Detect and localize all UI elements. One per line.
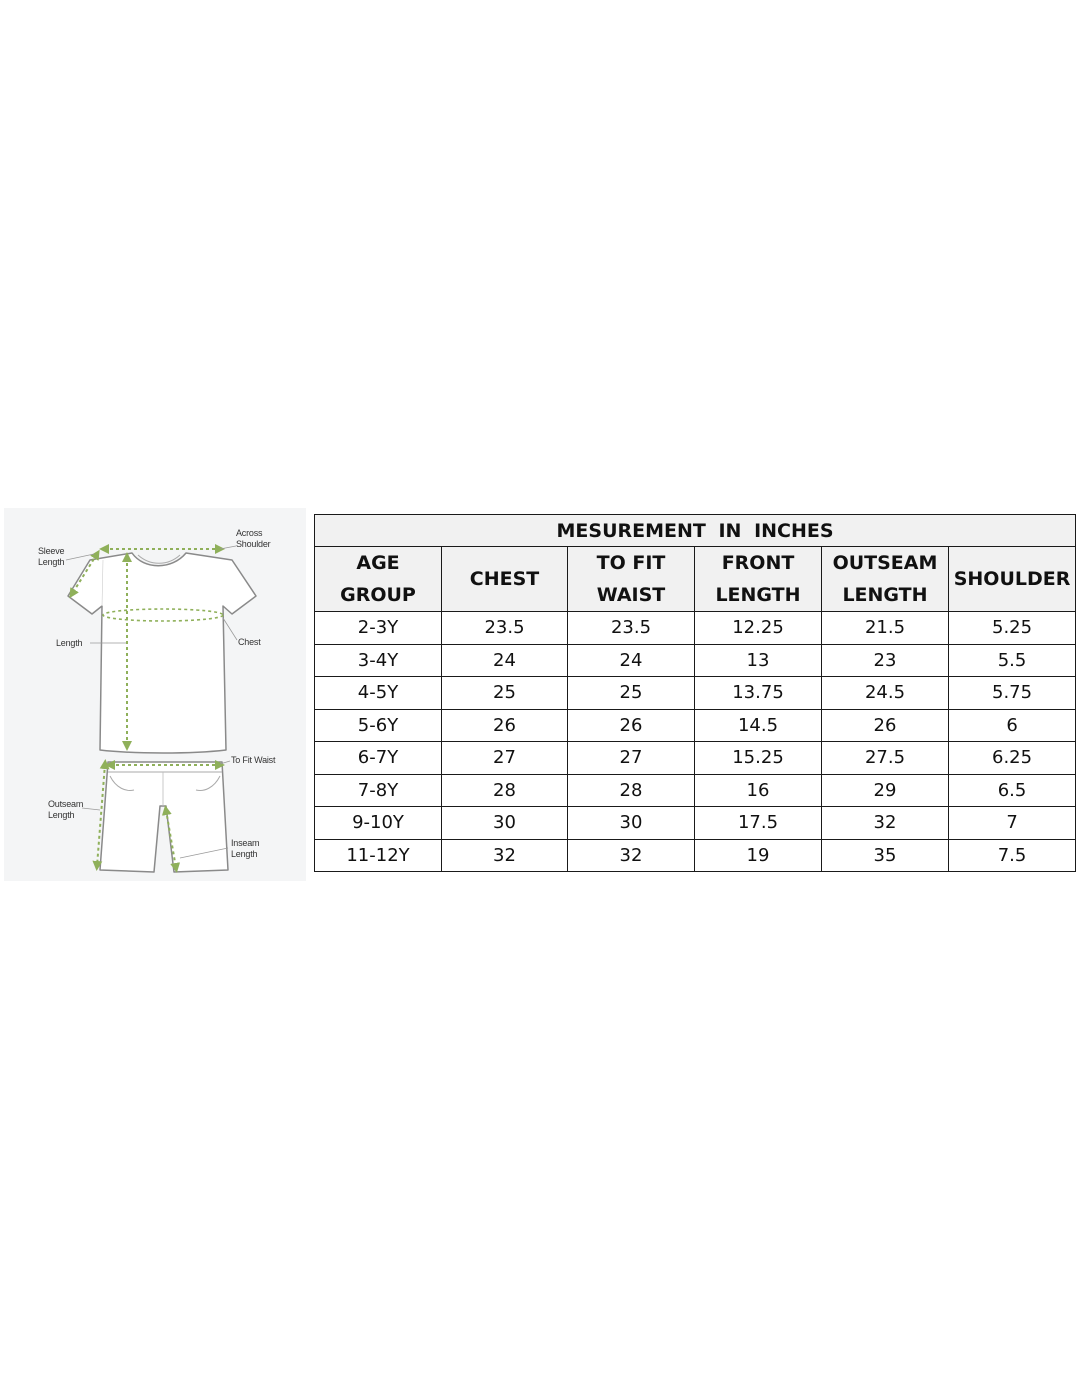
measurement-cell: 29 bbox=[822, 774, 949, 807]
measurement-cell: 6 bbox=[949, 709, 1076, 742]
column-header-shoulder bbox=[949, 547, 1076, 612]
age-group-cell: 5-6Y bbox=[315, 709, 442, 742]
measurement-cell: 25 bbox=[568, 677, 695, 710]
column-header-chest bbox=[442, 547, 568, 612]
measurement-cell: 14.5 bbox=[695, 709, 822, 742]
age-group-cell: 6-7Y bbox=[315, 742, 442, 775]
label-inseam-length: Inseam Length bbox=[231, 838, 260, 859]
measurement-cell: 13 bbox=[695, 644, 822, 677]
column-header-line: OUTSEAM bbox=[832, 552, 938, 574]
label-outseam-length: Outseam Length bbox=[48, 799, 84, 820]
table-body bbox=[315, 612, 1076, 872]
measurement-cell: 24 bbox=[442, 644, 568, 677]
measurement-cell: 23.5 bbox=[442, 612, 568, 645]
measurement-cell: 15.25 bbox=[695, 742, 822, 775]
measurement-cell: 19 bbox=[695, 839, 822, 872]
measurement-cell: 30 bbox=[442, 807, 568, 840]
table-row bbox=[315, 612, 1076, 645]
measurement-cell: 25 bbox=[442, 677, 568, 710]
column-header-front-length bbox=[695, 547, 822, 612]
garment-measurement-diagram bbox=[4, 508, 306, 881]
measurement-cell: 24 bbox=[568, 644, 695, 677]
measurement-cell: 32 bbox=[568, 839, 695, 872]
table-row bbox=[315, 839, 1076, 872]
label-sleeve-length: Sleeve Length bbox=[38, 546, 65, 567]
measurement-cell: 5.25 bbox=[949, 612, 1076, 645]
label-chest: Chest bbox=[238, 637, 261, 647]
label-length: Length bbox=[56, 638, 83, 648]
age-group-cell: 3-4Y bbox=[315, 644, 442, 677]
table-title-row bbox=[315, 515, 1076, 547]
column-header-line: LENGTH bbox=[715, 584, 801, 606]
measurement-cell: 30 bbox=[568, 807, 695, 840]
shorts-shape bbox=[100, 762, 228, 872]
column-header-line: AGE bbox=[356, 552, 400, 574]
measurement-cell: 27.5 bbox=[822, 742, 949, 775]
column-header-line: SHOULDER bbox=[953, 568, 1071, 590]
table-title: MESUREMENT IN INCHES bbox=[315, 515, 1076, 547]
measurement-cell: 23.5 bbox=[568, 612, 695, 645]
measurement-cell: 7.5 bbox=[949, 839, 1076, 872]
table-row bbox=[315, 644, 1076, 677]
measurement-cell: 12.25 bbox=[695, 612, 822, 645]
measurement-cell: 5.75 bbox=[949, 677, 1076, 710]
column-header-line: CHEST bbox=[469, 568, 540, 590]
measurement-cell: 28 bbox=[568, 774, 695, 807]
table-row bbox=[315, 774, 1076, 807]
age-group-cell: 2-3Y bbox=[315, 612, 442, 645]
measurement-cell: 27 bbox=[568, 742, 695, 775]
measurement-cell: 32 bbox=[822, 807, 949, 840]
measurement-cell: 7 bbox=[949, 807, 1076, 840]
measurement-cell: 28 bbox=[442, 774, 568, 807]
measurement-cell: 17.5 bbox=[695, 807, 822, 840]
table-header-row bbox=[315, 547, 1076, 612]
size-chart-table bbox=[314, 514, 1076, 872]
table-row bbox=[315, 742, 1076, 775]
age-group-cell: 9-10Y bbox=[315, 807, 442, 840]
measurement-cell: 16 bbox=[695, 774, 822, 807]
measurement-cell: 27 bbox=[442, 742, 568, 775]
measurement-cell: 23 bbox=[822, 644, 949, 677]
measurement-cell: 21.5 bbox=[822, 612, 949, 645]
age-group-cell: 7-8Y bbox=[315, 774, 442, 807]
table-row bbox=[315, 677, 1076, 710]
measurement-cell: 26 bbox=[442, 709, 568, 742]
measurement-cell: 6.25 bbox=[949, 742, 1076, 775]
column-header-line: LENGTH bbox=[842, 584, 928, 606]
age-group-cell: 11-12Y bbox=[315, 839, 442, 872]
label-to-fit-waist: To Fit Waist bbox=[231, 755, 276, 765]
measurement-cell: 5.5 bbox=[949, 644, 1076, 677]
measurement-cell: 32 bbox=[442, 839, 568, 872]
label-across-shoulder: Across Shoulder bbox=[236, 528, 271, 549]
age-group-cell: 4-5Y bbox=[315, 677, 442, 710]
column-header-age-group bbox=[315, 547, 442, 612]
tshirt-shape bbox=[68, 553, 256, 753]
measurement-cell: 35 bbox=[822, 839, 949, 872]
column-header-outseam-length bbox=[822, 547, 949, 612]
measurement-cell: 6.5 bbox=[949, 774, 1076, 807]
column-header-line: GROUP bbox=[340, 584, 416, 606]
table-row bbox=[315, 807, 1076, 840]
column-header-line: WAIST bbox=[596, 584, 666, 606]
measurement-cell: 26 bbox=[822, 709, 949, 742]
measurement-cell: 26 bbox=[568, 709, 695, 742]
measurement-cell: 24.5 bbox=[822, 677, 949, 710]
measurement-cell: 13.75 bbox=[695, 677, 822, 710]
column-header-line: FRONT bbox=[721, 552, 795, 574]
column-header-line: TO FIT bbox=[596, 552, 666, 574]
column-header-to-fit-waist bbox=[568, 547, 695, 612]
table-row bbox=[315, 709, 1076, 742]
